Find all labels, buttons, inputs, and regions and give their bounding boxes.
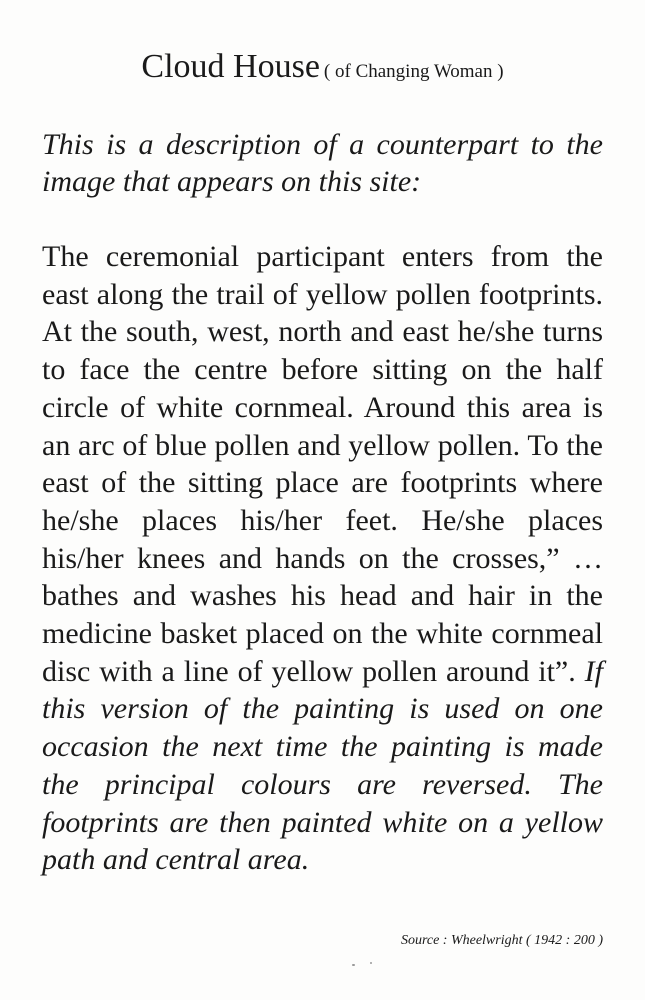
description-paragraph [42, 238, 603, 879]
source-citation: Source : Wheelwright ( 1942 : 200 ) [400, 933, 603, 948]
description-text: The ceremonial participant enters from the east along the trail of yellow pollen footprints. At the south, west, north and east he/she turns to face the centre before sitting on the half circle of white cornmeal. Around this area is an arc of blue pollen and yellow pollen. To the east of the sitting place are footprints where he/she places his/her feet. He/she places his/her knees and hands on the crosses,” …bathes and washes his head and hair in the medicine basket placed on the white cornmeal disc with a line of yellow pollen around it”. [42, 240, 603, 688]
variation-note: If this version of the painting is used on one occasion the next time the painting is made the principal colours are reversed. The footprints are then painted white on a yellow path and central area. [42, 654, 603, 877]
scan-speck [370, 962, 372, 964]
page-title [0, 48, 645, 86]
title-main: Cloud House [141, 48, 320, 85]
title-subtitle: ( of Changing Woman ) [323, 61, 504, 82]
scan-speck [352, 964, 355, 966]
intro-paragraph: This is a description of a counterpart to the image that appears on this site: [42, 128, 603, 198]
